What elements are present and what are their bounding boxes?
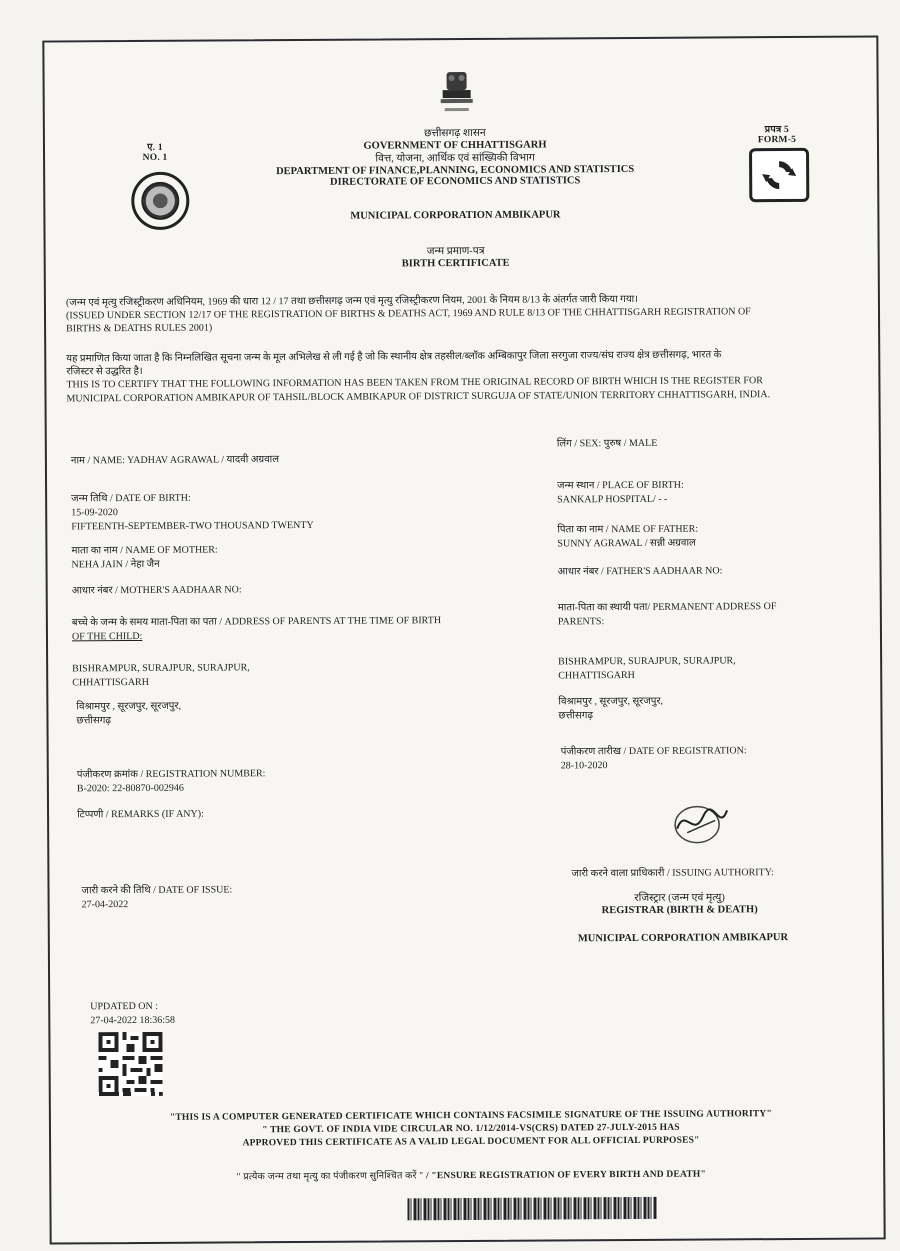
dob-field [71,491,314,534]
registration-number-value: B-2020: 22-80870-002946 [76,782,184,795]
birth-address-value-hindi [76,700,181,729]
registrar-corporation: MUNICIPAL CORPORATION AMBIKAPUR [577,932,789,945]
form-label-hindi: प्रपत्र 5 [764,125,789,136]
permanent-address-label-line: PARENTS: [557,616,605,628]
mother-name-label: माता का नाम / NAME OF MOTHER: [71,544,218,557]
barcode-icon [407,1197,657,1221]
footer-line: "THIS IS A COMPUTER GENERATED CERTIFICATE WHICH CONTAINS FACSIMILE SIGNATURE OF THE ISSUING AUTHORITY" [169,1109,772,1123]
birth-certificate-sheet [42,35,885,1244]
dob-in-words: FIFTEENTH-SEPTEMBER-TWO THOUSAND TWENTY [71,519,314,533]
dob-value: 15-09-2020 [71,507,118,519]
issuing-authority-label: जारी करने वाला प्राधिकारी / ISSUING AUTHORITY: [571,867,774,880]
place-of-birth-value: SANKALP HOSPITAL/ - - [557,493,668,506]
intro-line: THIS IS TO CERTIFY THAT THE FOLLOWING INFORMATION HAS BEEN TAKEN FROM THE ORIGINAL RECORD OF BIRTH WHICH IS THE REGISTER FOR [66,375,763,391]
registration-number-field [77,767,266,796]
footer-slogan-hindi: " प्रत्येक जन्म तथा मृत्यु का पंजीकरण सुनिश्चित करें " [236,1171,424,1183]
qr-code-icon [98,1032,162,1096]
birth-address-value [72,661,250,690]
place-of-birth-field [557,479,684,508]
registration-date-label: पंजीकरण तारीख / DATE OF REGISTRATION: [560,745,747,758]
dob-label: जन्म तिथि / DATE OF BIRTH: [71,492,191,505]
mother-aadhaar-label: आधार नंबर / MOTHER'S AADHAAR NO: [71,584,242,597]
header-block [235,125,675,189]
certificate-title-english: BIRTH CERTIFICATE [401,257,510,270]
certificate-title [236,243,676,271]
intro-line: (ISSUED UNDER SECTION 12/17 OF THE REGISTRATION OF BIRTHS & DEATHS ACT, 1969 AND RULE 8/13 OF THE CHHATTISGARH REGISTRATION OF [65,306,751,322]
updated-on-label: UPDATED ON : [90,1000,159,1013]
department-english: DEPARTMENT OF FINANCE,PLANNING, ECONOMICS AND STATISTICS [276,163,635,178]
mother-name-value: NEHA JAIN / नेहा जैन [71,558,160,571]
certificate-title-hindi: जन्म प्रमाण-पत्र [426,245,485,258]
place-of-birth-label: जन्म स्थान / PLACE OF BIRTH: [557,479,684,492]
intro-line: रजिस्टर से उद्धरित है। [66,366,143,378]
issue-date-label: जारी करने की तिथि / DATE OF ISSUE: [81,884,233,897]
footer-notice [141,1108,801,1150]
legal-intro [66,292,871,336]
intro-line: MUNICIPAL CORPORATION AMBIKAPUR OF TAHSIL/BLOCK AMBIKAPUR OF DISTRICT SURGUJA OF STATE/UNION TERRITORY CHHATTISGARH, INDIA. [66,388,771,404]
state-name-hindi: छत्तीसगढ़ शासन [424,127,486,140]
footer-slogan-english: / "ENSURE REGISTRATION OF EVERY BIRTH AND DEATH" [425,1169,706,1182]
address-line: विश्रामपुर , सूरजपुर, सूरजपुर, [76,700,182,713]
sex-label: लिंग / SEX: [556,438,602,450]
address-line: BISHRAMPUR, SURAJPUR, SURAJPUR, [558,655,736,668]
registration-date-field [561,744,747,773]
registrar-english: REGISTRAR (BIRTH & DEATH) [601,904,758,917]
intro-line: BIRTHS & DEATHS RULES 2001) [66,322,213,335]
form-number [125,140,185,163]
birth-address-label-line: बच्चे के जन्म के समय माता-पिता का पता / ADDRESS OF PARENTS AT THE TIME OF BIRTH [71,615,442,629]
name-value: YADHAV AGRAWAL / यादवी अग्रवाल [127,454,280,467]
address-line: छत्तीसगढ़ [76,715,112,727]
name-label: नाम / NAME: [70,455,126,467]
national-emblem-icon [433,68,481,120]
father-name-label: पिता का नाम / NAME OF FATHER: [557,523,699,536]
permanent-address-value-hindi [558,695,663,724]
updated-on-value: 27-04-2022 18:36:58 [90,1014,176,1027]
registration-date-value: 28-10-2020 [560,760,608,772]
registrar-hindi: रजिस्ट्रार (जन्म एवं मृत्यु) [634,892,725,904]
remarks-label: टिप्पणी / REMARKS (IF ANY): [77,808,204,821]
certification-statement [66,348,871,406]
address-line: BISHRAMPUR, SURAJPUR, SURAJPUR, [72,662,250,675]
footer-line: " THE GOVT. OF INDIA VIDE CIRCULAR NO. 1/12/2014-VS(CRS) DATED 27-JULY-2015 HAS [262,1122,680,1136]
address-line: CHHATTISGARH [72,676,149,689]
mother-name-field [71,544,217,573]
updated-on-field [90,1000,175,1029]
state-seal-icon [131,172,189,230]
form-number-hindi: ए. 1 [147,142,163,153]
directorate-name: DIRECTORATE OF ECONOMICS AND STATISTICS [330,175,581,188]
crs-logo-icon [749,148,809,202]
permanent-address-label [558,600,777,629]
signature-icon [663,798,733,846]
state-name-english: GOVERNMENT OF CHHATTISGARH [363,139,547,152]
permanent-address-value [558,654,736,683]
issue-date-value: 27-04-2022 [81,899,129,911]
footer-slogan [141,1166,801,1183]
address-line: छत्तीसगढ़ [558,710,594,722]
father-name-field [557,523,698,552]
permanent-address-label-line: माता-पिता का स्थायी पता/ PERMANENT ADDRESS OF [557,601,777,614]
issue-date-field [81,883,232,912]
footer-line: APPROVED THIS CERTIFICATE AS A VALID LEGAL DOCUMENT FOR ALL OFFICIAL PURPOSES" [242,1135,700,1148]
name-field [71,453,279,468]
address-line: विश्रामपुर , सूरजपुर, सूरजपुर, [558,695,664,708]
birth-address-label [72,613,552,644]
intro-line: (जन्म एवं मृत्यु रजिस्ट्रीकरण अधिनियम, 1969 की धारा 12 / 17 तथा छत्तीसगढ़ जन्म एवं मृत्यु रजिस्ट्रीकरण नियम, 2001 के नियम 8/13 के अंतर्गत जारी किया गया। [65,293,639,309]
birth-address-label-line: OF THE CHILD: [71,630,143,643]
address-line: CHHATTISGARH [558,669,635,682]
corporation-name: MUNICIPAL CORPORATION AMBIKAPUR [350,209,561,222]
registrar-block [560,890,800,916]
department-hindi: वित्त, योजना, आर्थिक एवं सांख्यिकी विभाग [375,152,535,165]
father-aadhaar-label: आधार नंबर / FATHER'S AADHAAR NO: [557,565,723,578]
form-label-english: FORM-5 [757,134,797,146]
intro-line: यह प्रमाणित किया जाता है कि निम्नलिखित सूचना जन्म के मूल अभिलेख से ली गई है जो कि स्थानीय क्षेत्र तहसील/ब्लॉक अम्बिकापुर जिला सरगुजा राज्य/संघ राज्य क्षेत्र छत्तीसगढ़, भारत के [66,349,722,365]
registration-number-label: पंजीकरण क्रमांक / REGISTRATION NUMBER: [76,768,266,781]
father-name-value: SUNNY AGRAWAL / सन्नी अग्रवाल [557,537,696,550]
sex-value: पुरुष / MALE [603,437,658,450]
sex-field [557,437,658,452]
form-number-english: NO. 1 [142,152,168,163]
form-label [745,122,809,145]
